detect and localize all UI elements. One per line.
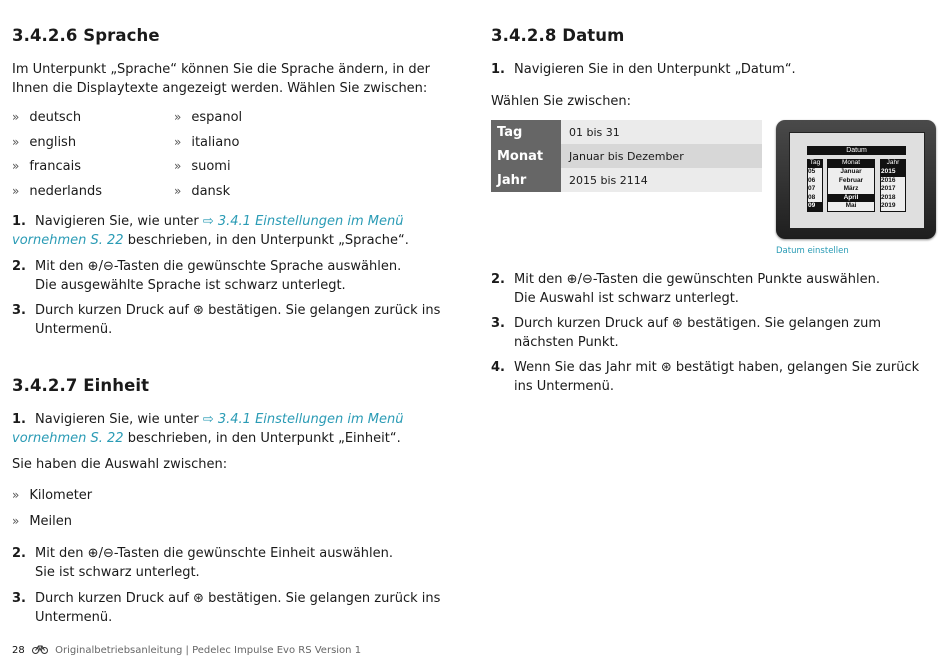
day-column: Tag 05 06 07 08 09 [807, 159, 823, 212]
table-key: Jahr [491, 168, 561, 192]
table-row [491, 120, 762, 144]
sprache-step-3: 3. Durch kurzen Druck auf ⊛ bestätigen. Sie gelangen zurück ins Untermenü. [12, 303, 441, 337]
display-device-image [776, 120, 936, 239]
table-row [491, 168, 762, 192]
month-column: Monat Januar Februar März April Mai [827, 159, 875, 212]
einheit-step-1: 1. Navigieren Sie, wie unter ⇨ 3.4.1 Einstellungen im Menü vornehmen S. 22 beschrieben, in den Unterpunkt „Einheit“. [12, 412, 404, 446]
list-item: » francais [12, 159, 81, 174]
section-title-einheit: 3.4.2.7 Einheit [12, 376, 150, 395]
link-einstellungen[interactable]: ⇨ 3.4.1 Einstellungen im Menü vornehmen S. 22 [12, 214, 404, 248]
table-key: Monat [491, 144, 561, 168]
sprache-step-2: 2. Mit den ⊕/⊖-Tasten die gewünschte Sprache auswählen. Die ausgewählte Sprache ist schwarz unterlegt. [12, 259, 402, 293]
page-footer [12, 644, 361, 656]
table-key: Tag [491, 120, 561, 144]
datum-step-1: 1. Navigieren Sie in den Unterpunkt „Datum“. [491, 62, 796, 77]
bicycle-icon [32, 644, 48, 654]
table-row [491, 144, 762, 168]
table-value: 2015 bis 2114 [561, 168, 762, 192]
list-item: » italiano [174, 134, 240, 150]
einheit-step-3: 3. Durch kurzen Druck auf ⊛ bestätigen. Sie gelangen zurück ins Untermenü. [12, 591, 441, 625]
year-column: Jahr 2015 2016 2017 2018 2019 [880, 159, 906, 212]
screen-title: Datum [807, 146, 906, 155]
selected-year: 2015 [881, 168, 905, 177]
list-item: » nederlands [12, 183, 103, 199]
language-list-col2 [174, 110, 242, 208]
einheit-choice: Sie haben die Auswahl zwischen: [12, 457, 228, 472]
link-einstellungen[interactable]: ⇨ 3.4.1 Einstellungen im Menü vornehmen S. 22 [12, 412, 404, 446]
language-list-col1 [12, 110, 102, 208]
table-value: Januar bis Dezember [561, 144, 762, 168]
list-item: » dansk [174, 183, 231, 199]
datum-table [491, 120, 762, 192]
sprache-intro: Im Unterpunkt „Sprache“ können Sie die Sprache ändern, in der Ihnen die Displaytexte angezeigt werden. Wählen Sie zwischen: [12, 62, 430, 96]
list-item: » deutsch [12, 110, 82, 125]
unit-list [12, 488, 92, 540]
datum-step-3: 3. Durch kurzen Druck auf ⊛ bestätigen. Sie gelangen zum nächsten Punkt. [491, 316, 882, 350]
datum-step-2: 2. Mit den ⊕/⊖-Tasten die gewünschten Punkte auswählen. Die Auswahl ist schwarz unterlegt. [491, 272, 880, 306]
selected-month: April [828, 194, 874, 203]
section-title-sprache: 3.4.2.6 Sprache [12, 26, 160, 45]
selected-day: 09 [808, 202, 822, 211]
image-caption: Datum einstellen [776, 246, 849, 256]
datum-step-4: 4. Wenn Sie das Jahr mit ⊛ bestätigt haben, gelangen Sie zurück ins Untermenü. [491, 360, 920, 394]
display-screen [789, 132, 925, 229]
list-item: » Kilometer [12, 488, 93, 503]
einheit-step-2: 2. Mit den ⊕/⊖-Tasten die gewünschte Einheit auswählen. Sie ist schwarz unterlegt. [12, 546, 394, 580]
table-value: 01 bis 31 [561, 120, 762, 144]
page-number: 28 [12, 645, 25, 656]
list-item: » Meilen [12, 514, 73, 529]
section-title-datum: 3.4.2.8 Datum [491, 26, 625, 45]
footer-text: Originalbetriebsanleitung | Pedelec Impulse Evo RS Version 1 [55, 645, 362, 656]
sprache-step-1: 1. Navigieren Sie, wie unter ⇨ 3.4.1 Einstellungen im Menü vornehmen S. 22 beschrieben, in den Unterpunkt „Sprache“. [12, 214, 409, 248]
datum-choose: Wählen Sie zwischen: [491, 94, 632, 109]
list-item: » suomi [174, 159, 231, 174]
list-item: » english [12, 134, 77, 150]
list-item: » espanol [174, 110, 243, 125]
